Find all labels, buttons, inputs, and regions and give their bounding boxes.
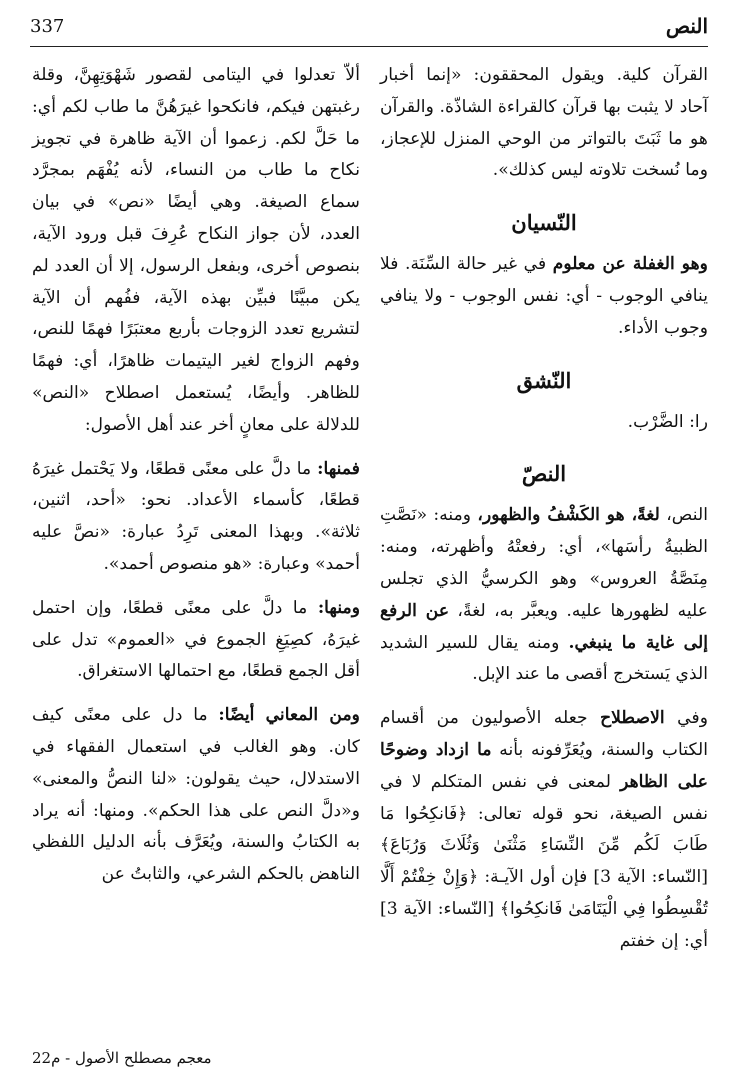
paragraph — [32, 700, 360, 891]
page-header — [30, 14, 708, 46]
text-run: النص، — [659, 505, 708, 526]
paragraph: ألاّ تعدلوا في اليتامى لقصور شَهْوَتِهِنَّ، وقلة رغبتهن فيكم، فانكحوا غيرَهُنَّ ما طاب لكم أي: ما حَلَّ لكم. زعموا أن الآية ظاهرة في تجويز نكاح ما طاب من النساء، لأنه يُفْهَم بمجرَّد سماع الصيغة. وهي أيضًا «نص» في بيان العدد، لأن جواز النكاح عُرِفَ قبل ورود الآية، بنصوص أخرى، وبفعل الرسول، إلا أن العدد لم يكن مبيَّنًا فبيِّن بهذه الآية، ففُهم أن الآية لتشريع تعدد الزوجات بأربع معتبَرًا فهمًا للنص، وفهم الزواج لغير اليتيمات ظاهرًا، أي: فهمًا للظاهر. وأيضًا، يُستعمل اصطلاح «النص» للدلالة على معانٍ أخر عند أهل الأصول: — [32, 65, 360, 435]
paragraph — [380, 249, 708, 344]
text-run: في غير حالة السِّنَة. فلا ينافي الوجوب - أي: نفس الوجوب - ولا ينافي وجوب الأداء. — [380, 254, 708, 338]
bold-phrase: ومنها: — [317, 597, 361, 618]
page-footer: معجم مصطلح الأصول - م22 — [32, 1049, 212, 1067]
bold-phrase: عن الرفع إلى غاية ما ينبغي. — [380, 600, 708, 653]
entry-heading-nisyan: النّسيان — [511, 210, 577, 236]
text-run: لمعنى في نفس المتكلم لا في نفس الصيغة، نحو قوله تعالى: ﴿فَانكِحُوا مَا طَابَ لَكُم مِّنَ النِّسَاءِ مَثْنَىٰ وَثُلَاثَ وَرُبَاعَ﴾ [النّساء: الآية 3] فإن أول الآيـة: ﴿وَإِنْ خِفْتُمْ أَلَّا تُقْسِطُوا فِي الْيَتَامَىٰ فَانكِحُوا﴾ [النّساء: الآية 3] أي: إن خفتم — [380, 771, 708, 951]
text-run: ومنه يقال للسير الشديد الذي يَستخرج أقصى ما عند الإبل. — [380, 632, 708, 685]
text-run: وفي — [664, 708, 708, 729]
bold-phrase: ما ازداد وضوحًا على الظاهر — [380, 739, 708, 792]
paragraph — [380, 703, 708, 957]
text-run: ما دلَّ على معنًى قطعًا، ولا يَحْتمل غيرَهُ قطعًا، كأسماء الأعداد. نحو: «أحد، اثنين، ثلاثة». وبهذا المعنى تَرِدُ عبارة: «نصَّ عليه أحمد» وعبارة: «هو منصوص أحمد». — [32, 458, 360, 574]
text-run: ومنه: «نَصَّتِ الظبيةُ رأسَها»، أي: رفعتْهُ وأظهرته، ومنه: مِنَصَّةُ العروس» وهو الكرسيُّ الذي تجلس عليه لظهورها عليه. ويعبَّر به، لغةً، — [380, 505, 708, 621]
running-head: النص — [665, 14, 708, 38]
entry-heading-nashq: النّشق — [516, 367, 572, 393]
header-rule — [30, 46, 708, 47]
bold-phrase: فمنها: — [317, 458, 360, 479]
bold-phrase: لغةً، هو الكَشْفُ والظهور، — [477, 505, 660, 526]
paragraph: القرآن كلية. ويقول المحققون: «إنما أخبار آحاد لا يثبت بها قرآن كالقراءة الشاذّة. والقرآن هو ما ثَبَتَ بالتواتر من الوحي المنزل للإعجاز، وما نُسخت تلاوته ليس كذلك». — [380, 65, 708, 181]
paragraph: را: الضَّرْب. — [627, 411, 708, 432]
bold-phrase: وهو الغفلة عن معلوم — [552, 254, 708, 275]
text-run: ما دلَّ على معنًى قطعًا، وإن احتمل غيرَهُ، كصِيَغِ الجموع في «العموم» تدل على أقل الجمع قطعًا، مع احتمالها الاستغراق. — [32, 597, 360, 682]
paragraph — [380, 500, 708, 691]
right-column — [380, 60, 708, 958]
text-run: ما دل على معنًى كيف كان. وهو الغالب في استعمال الفقهاء في الاستدلال، حيث يقولون: «لنا النصُّ والمعنى» و«دلَّ النص على هذا الحكم». ومنها: أنه يراد به الكتابُ والسنة، ويُعَرَّف بأنه الدليل اللفظي الناهض بالحكم الشرعي، والثابتُ عن — [32, 705, 360, 885]
paragraph — [32, 593, 360, 688]
entry-heading-nass: النصّ — [521, 461, 567, 487]
bold-phrase: الاصطلاح — [600, 708, 665, 729]
left-column — [32, 60, 360, 891]
paragraph — [32, 454, 360, 581]
page-number: 337 — [30, 16, 65, 37]
bold-phrase: ومن المعاني أيضًا: — [218, 705, 360, 726]
text-run: جعله الأصوليون من أقسام الكتاب والسنة، ويُعَرِّفونه بأنه — [380, 708, 708, 760]
